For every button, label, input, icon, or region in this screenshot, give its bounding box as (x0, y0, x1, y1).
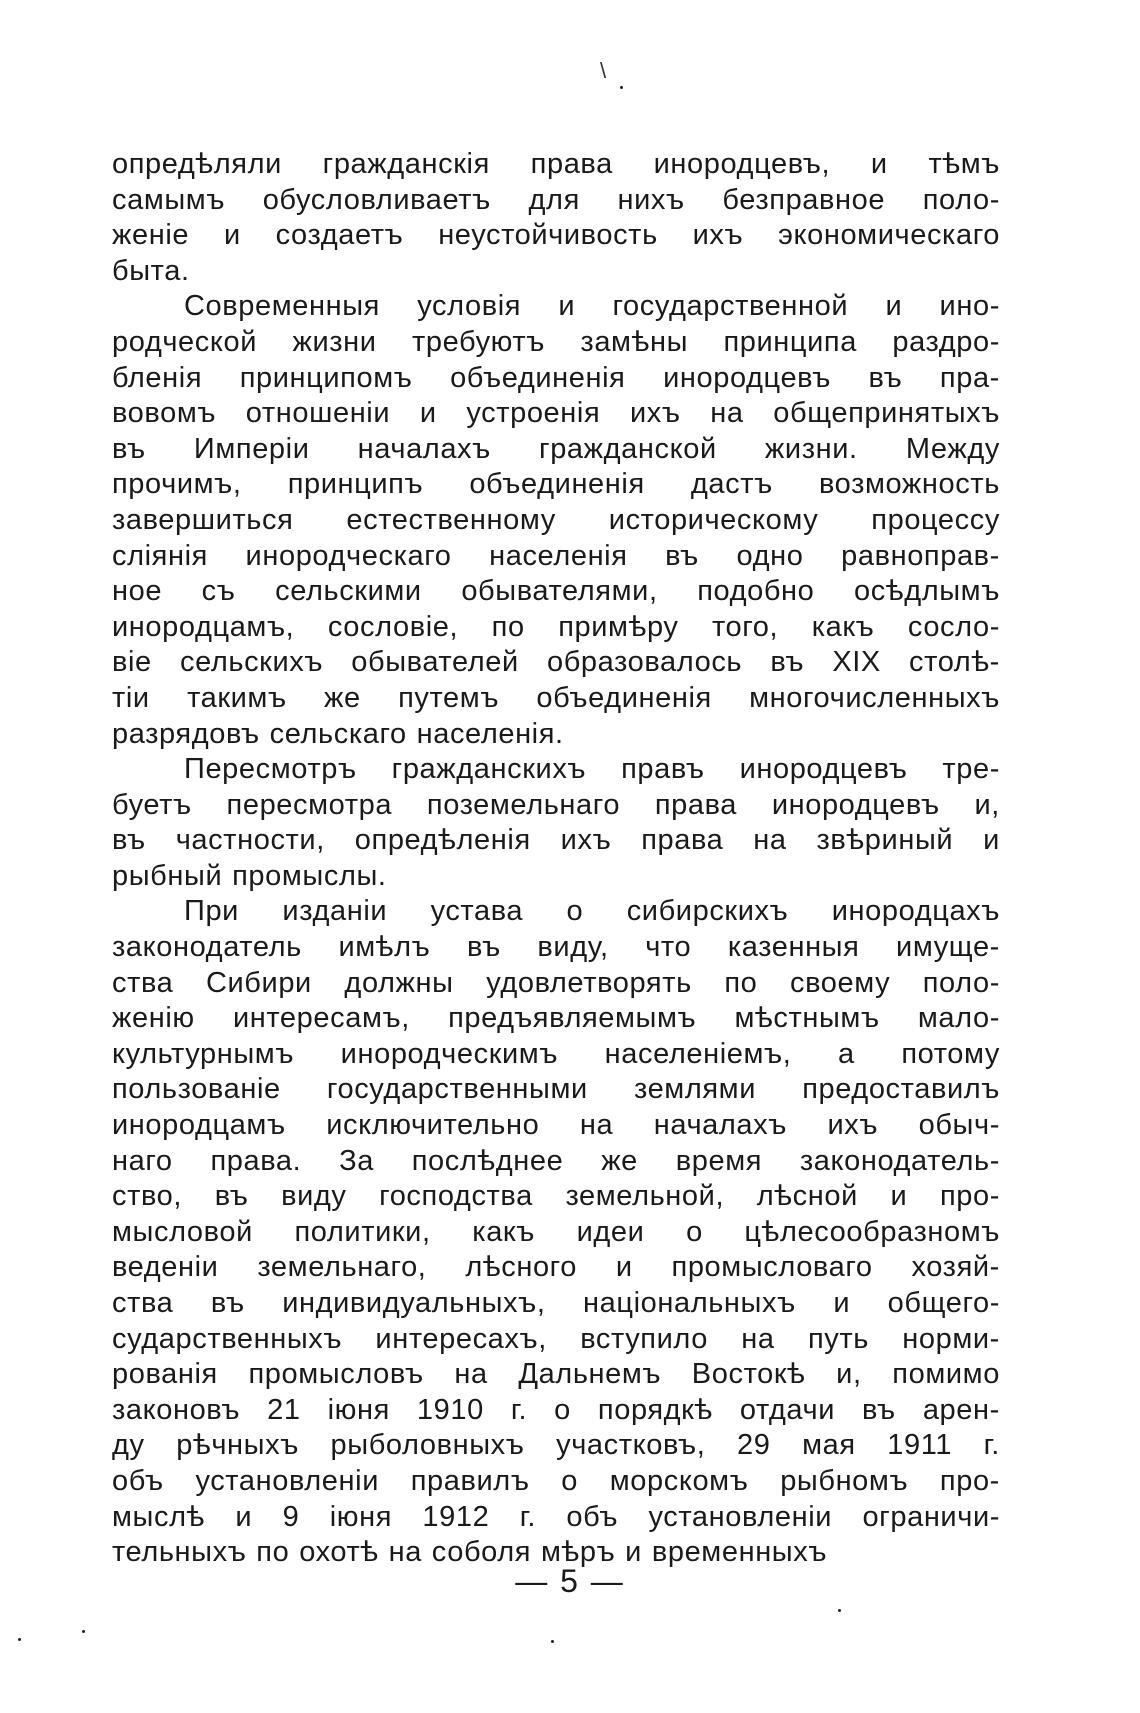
word: временныхъ (651, 1536, 828, 1569)
word: многочисленныхъ (749, 681, 1000, 714)
word: ду (112, 1429, 145, 1462)
word: про- (939, 1180, 1000, 1213)
word: національныхъ (583, 1287, 796, 1319)
text-line (112, 1394, 1000, 1430)
word: создаетъ (275, 219, 404, 252)
word: Имперіи (193, 432, 310, 465)
text-line (112, 433, 1000, 469)
word: земельной, (565, 1180, 725, 1213)
word: для (528, 183, 580, 216)
word: общепринятыхъ (773, 397, 1000, 430)
text-line (112, 1465, 1000, 1501)
word: виду, (537, 931, 609, 964)
word: хозяй- (911, 1251, 1000, 1284)
text-line (112, 1073, 1000, 1109)
word: государственной (612, 290, 849, 323)
word: а (838, 1037, 855, 1070)
word: самымъ (112, 183, 226, 216)
word: послѣднее (411, 1144, 564, 1177)
word: что (645, 931, 692, 964)
word: на (710, 397, 744, 430)
word: населеніемъ, (604, 1037, 792, 1070)
word: въ (770, 646, 805, 679)
word: раздро- (892, 325, 1000, 358)
word: съ (201, 575, 236, 608)
text-line (112, 1216, 1000, 1252)
word: неустойчивость (438, 219, 658, 252)
word: помимо (892, 1358, 1000, 1391)
word: путемъ (398, 681, 500, 714)
word: При (184, 895, 239, 928)
word: на (753, 824, 787, 857)
text-line (112, 646, 1000, 682)
word: іюня (329, 1500, 393, 1533)
word: равноправ- (841, 539, 1000, 572)
text-line (112, 1038, 1000, 1074)
word: исключительно (326, 1109, 540, 1142)
word: изданіи (282, 895, 388, 928)
text-line (112, 1501, 1000, 1537)
paragraph (112, 290, 1000, 753)
word: гражданской (539, 432, 717, 465)
word: XIX (832, 646, 881, 679)
word: принципа (723, 325, 857, 358)
text-line (112, 1287, 1000, 1323)
word: 1910 (416, 1393, 484, 1426)
word: естественному (346, 503, 556, 536)
word: буетъ (112, 788, 192, 821)
word: объ (112, 1464, 164, 1497)
word: права (654, 788, 738, 821)
word: ства (112, 966, 174, 999)
word: звѣриный (816, 824, 954, 857)
text-line (112, 611, 1000, 647)
word: идеи (576, 1215, 645, 1248)
text-line (112, 753, 1000, 789)
text-line (112, 184, 1000, 220)
text-line (112, 682, 1000, 718)
word: инородцевъ (771, 788, 940, 821)
word: принципомъ (239, 361, 413, 394)
word: въ (862, 1393, 896, 1426)
word: интересамъ, (232, 1002, 410, 1035)
word: тельныхъ (112, 1536, 247, 1569)
word: историческому (608, 503, 819, 536)
word: Между (905, 432, 1000, 465)
body-text (112, 148, 1000, 1572)
word: виду (281, 1180, 347, 1213)
word: индивидуальныхъ, (282, 1287, 546, 1319)
page-number: — 5 — (515, 1563, 625, 1599)
word: опредѣляли (112, 148, 282, 180)
word: въ (467, 931, 501, 964)
word: рыболовныхъ (330, 1429, 525, 1462)
word: ограничи- (862, 1500, 1000, 1533)
word: и (615, 1251, 633, 1284)
word: инородцамъ, (112, 610, 295, 643)
word: Востокѣ (691, 1358, 806, 1391)
word: осѣдлымъ (854, 575, 1000, 608)
word: въ (210, 1287, 245, 1319)
word: установленіи (195, 1464, 379, 1497)
word: замѣны (580, 325, 689, 358)
word: въ (214, 1180, 249, 1213)
word: началахъ (357, 432, 491, 465)
word: по (491, 610, 525, 643)
word: 21 (267, 1393, 301, 1426)
word: морскомъ (609, 1464, 749, 1497)
word: вступило (580, 1322, 708, 1355)
word: въ (112, 824, 146, 857)
word: вовомъ (112, 397, 217, 430)
word: на (579, 1109, 614, 1142)
word: удовлетворять (486, 966, 692, 999)
word: на (741, 1322, 775, 1355)
word: законовъ (112, 1393, 241, 1426)
word: началахъ (653, 1109, 787, 1142)
word: какъ (811, 610, 875, 643)
word: сельскихъ (179, 646, 324, 679)
word: г. (510, 1393, 528, 1426)
word: образовалось (546, 646, 743, 679)
word: поло- (922, 183, 1000, 216)
word: инородцевъ (739, 753, 908, 786)
word: того, (711, 610, 779, 643)
text-line (112, 718, 1000, 754)
text-line (112, 468, 1000, 504)
word: и (558, 290, 576, 323)
word: инородческимъ (340, 1037, 559, 1070)
word: женію (112, 1002, 195, 1035)
text-line (112, 1251, 1000, 1287)
word: правъ (621, 753, 705, 786)
word: объединенія (469, 468, 645, 501)
text-line (112, 1002, 1000, 1038)
word: пользованіе (112, 1073, 281, 1106)
word: 9 (282, 1500, 300, 1533)
word: предоставилъ (802, 1073, 1000, 1106)
word: мѣстнымъ (734, 1002, 880, 1035)
word: по (724, 966, 758, 999)
scan-speck (620, 86, 623, 89)
word: населенія. (416, 717, 564, 750)
text-line (112, 255, 1000, 291)
word: цѣлесообразномъ (744, 1215, 1000, 1248)
word: земельнаго, (257, 1251, 427, 1284)
word: и, (974, 788, 1000, 821)
word: мысловой (112, 1215, 253, 1248)
word: и (833, 1287, 851, 1319)
word: охотѣ (299, 1536, 379, 1569)
text-line (112, 575, 1000, 611)
word: ство, (112, 1180, 183, 1213)
word: прочимъ, (112, 468, 242, 501)
text-line (112, 326, 1000, 362)
word: мая (802, 1429, 856, 1462)
word: завершиться (112, 503, 294, 536)
word: сударственныхъ (112, 1322, 343, 1355)
scan-speck (551, 1640, 554, 1643)
word: г. (519, 1500, 537, 1533)
word: промыслы. (232, 859, 387, 892)
word: подобно (697, 575, 815, 608)
text-line (112, 1429, 1000, 1465)
word: промысловаго (671, 1251, 873, 1284)
word: сліянія (112, 539, 208, 572)
word: и (419, 397, 437, 430)
word: господства (379, 1180, 533, 1213)
word: устава (430, 895, 524, 928)
word: и (625, 1536, 642, 1569)
paragraph (112, 895, 1000, 1571)
word: возможность (819, 468, 1000, 501)
word: соболя (431, 1536, 532, 1569)
word: частности, (175, 824, 325, 857)
word: жизни (292, 325, 377, 358)
word: въ (665, 539, 699, 572)
word: такимъ (187, 681, 287, 714)
word: какъ (472, 1215, 535, 1248)
word: промысловъ (248, 1358, 424, 1391)
word: же (601, 1144, 638, 1177)
word: и (223, 219, 241, 252)
word: предъявляемымъ (448, 1002, 697, 1035)
word: сельскими (275, 575, 422, 608)
word: о (554, 1393, 571, 1426)
word: сословіе, (327, 610, 459, 643)
word: веденіи (112, 1251, 219, 1284)
text-line (112, 1145, 1000, 1181)
word: ное (112, 575, 163, 608)
text-line (112, 967, 1000, 1003)
word: законодатель- (799, 1144, 1000, 1177)
word: обусловливаетъ (262, 183, 491, 216)
word: общего- (887, 1287, 1000, 1319)
word: порядкѣ (597, 1393, 713, 1426)
word: въ (112, 432, 146, 465)
word: примѣру (558, 610, 679, 643)
text-line (112, 148, 1000, 184)
scan-speck (838, 1609, 841, 1612)
word: принципъ (287, 468, 424, 501)
word: нихъ (617, 183, 685, 216)
text-line (112, 824, 1000, 860)
word: своему (789, 966, 891, 999)
word: и, (836, 1358, 862, 1391)
word: на (388, 1536, 422, 1569)
word: ихъ (560, 824, 612, 857)
word: о (566, 895, 584, 928)
text-line (112, 290, 1000, 326)
word: ихъ (629, 397, 681, 430)
word: ино- (939, 290, 1000, 323)
text-line (112, 219, 1000, 255)
word: лѣсного (465, 1251, 577, 1284)
word: инородцахъ (831, 895, 1000, 928)
word: путь (807, 1322, 869, 1355)
word: мѣръ (540, 1536, 616, 1569)
word: имуще- (896, 931, 1000, 964)
word: рованія (112, 1358, 218, 1391)
text-line (112, 895, 1000, 931)
word: обывателями, (461, 575, 658, 608)
word: поло- (922, 966, 1000, 999)
word: ихъ (692, 219, 744, 252)
word: 1911 (887, 1429, 953, 1462)
word: должны (344, 966, 454, 999)
word: участковъ, (556, 1429, 706, 1462)
word: и (885, 290, 903, 323)
word: женіе (112, 219, 190, 252)
word: Современныя (184, 290, 380, 323)
word: опредѣленія (354, 824, 531, 857)
paragraph (112, 753, 1000, 895)
word: норми- (902, 1322, 1000, 1355)
word: время (675, 1144, 763, 1177)
word: инородческаго (245, 539, 452, 572)
word: безправное (722, 183, 886, 216)
text-line (112, 789, 1000, 825)
word: инородцамъ (112, 1109, 286, 1142)
word: За (339, 1144, 374, 1177)
word: столѣ- (909, 646, 1000, 679)
word: требуютъ (411, 325, 545, 358)
word: жизни. (764, 432, 858, 465)
word: сосло- (907, 610, 1000, 643)
paragraph (112, 148, 1000, 290)
word: права (641, 824, 724, 857)
text-line (112, 504, 1000, 540)
word: ства (112, 1287, 174, 1319)
text-line (112, 1358, 1000, 1394)
word: обывателей (351, 646, 519, 679)
word: тѣмъ (928, 148, 1000, 180)
word: поземельнаго (426, 788, 621, 821)
word: мало- (917, 1002, 1000, 1035)
word: лѣсной (756, 1180, 858, 1213)
word: процессу (871, 503, 1000, 536)
word: интересахъ, (375, 1322, 547, 1355)
top-margin-mark: \ (600, 58, 607, 83)
word: іюня (327, 1393, 390, 1426)
word: объединенія (536, 681, 712, 714)
word: разрядовъ (112, 717, 260, 750)
word: законодатель (112, 931, 302, 964)
word: сибирскихъ (626, 895, 789, 928)
word: родческой (112, 325, 258, 358)
word: устроенія (466, 397, 601, 430)
word: рыбномъ (780, 1464, 909, 1497)
text-line (112, 1180, 1000, 1216)
word: казенныя (727, 931, 860, 964)
word: въ (868, 361, 903, 394)
text-line (112, 362, 1000, 398)
word: правилъ (410, 1464, 530, 1497)
scan-speck (18, 1638, 21, 1641)
word: обыч- (918, 1109, 1000, 1142)
word: и (890, 1180, 908, 1213)
word: инородцевъ, (653, 148, 831, 180)
word: объ (566, 1500, 619, 1533)
text-line (112, 397, 1000, 433)
word: рыбный (112, 859, 223, 892)
word: же (324, 681, 361, 714)
word: 1912 (422, 1500, 490, 1533)
word: дастъ (690, 468, 773, 501)
word: пересмотра (226, 788, 393, 821)
word: имѣлъ (338, 931, 431, 964)
word: о (561, 1464, 579, 1497)
word: гражданскихъ (391, 753, 587, 786)
word: на (454, 1358, 488, 1391)
word: и (870, 148, 888, 180)
text-line (112, 931, 1000, 967)
word: про- (939, 1464, 1000, 1497)
word: г. (983, 1429, 1000, 1462)
word: наго (112, 1144, 173, 1177)
word: права (530, 148, 613, 180)
word: отдачи (739, 1393, 835, 1426)
word: одно (736, 539, 804, 572)
word: тіи (112, 681, 150, 714)
word: по (256, 1536, 290, 1569)
word: віе (112, 646, 152, 679)
text-line (112, 1109, 1000, 1145)
word: гражданскія (322, 148, 490, 180)
word: пра- (939, 361, 1000, 394)
word: населенія (489, 539, 628, 572)
scan-speck (82, 1630, 85, 1633)
word: условія (417, 290, 522, 323)
word: Дальнемъ (518, 1358, 662, 1391)
text-line (112, 540, 1000, 576)
word: экономическаго (778, 219, 1000, 252)
word: права. (210, 1144, 302, 1177)
word: тре- (942, 753, 1000, 786)
word: бленія (112, 361, 203, 394)
word: установленіи (648, 1500, 833, 1533)
word: быта. (112, 254, 190, 287)
word: Сибири (205, 966, 312, 999)
word: государственными (326, 1073, 588, 1106)
word: политики, (294, 1215, 431, 1248)
word: мыслѣ (112, 1500, 205, 1533)
text-line (112, 1323, 1000, 1359)
word: объединенія (450, 361, 626, 394)
word: и (983, 824, 1000, 857)
word: арен- (922, 1393, 1000, 1426)
word: потому (901, 1037, 1000, 1070)
word: о (686, 1215, 703, 1248)
word: отношеніи (245, 397, 391, 430)
word: ихъ (827, 1109, 879, 1142)
word: культурнымъ (112, 1037, 295, 1070)
text-line (112, 860, 1000, 896)
word: Пересмотръ (184, 753, 357, 786)
word: землями (634, 1073, 756, 1106)
word: и (235, 1500, 253, 1533)
word: сельскаго (269, 717, 407, 750)
word: 29 (737, 1429, 771, 1462)
word: рѣчныхъ (176, 1429, 299, 1462)
word: инородцевъ (663, 361, 831, 394)
